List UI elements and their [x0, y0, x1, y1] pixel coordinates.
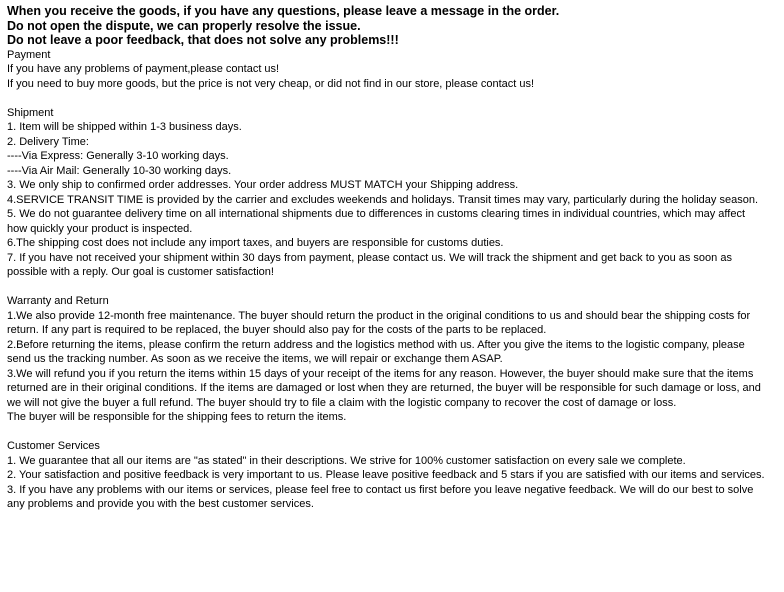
payment-line: If you need to buy more goods, but the price is not very cheap, or did not find in our store, please contact us! [7, 77, 535, 90]
payment-section [7, 48, 767, 92]
warranty-line: 2.Before returning the items, please confirm the return address and the logistics method with us. After you give the items to the logistic company, please send us the tracking number. As soon as we receive the items, we will repair or exchange them ASAP. [7, 338, 745, 365]
notice-line: Do not leave a poor feedback, that does not solve any problems!!! [7, 33, 399, 47]
shipment-line: 1. Item will be shipped within 1-3 business days. [7, 121, 242, 133]
spacer [7, 91, 767, 106]
warranty-line: 1.We also provide 12-month free maintenance. The buyer should return the product in the original conditions to us and should bear the shipping costs for return. If any part is required to be replaced, the buyer should also pay for the costs of the parts to be replaced. [7, 309, 751, 336]
notice-line: Do not open the dispute, we can properly resolve the issue. [7, 18, 361, 33]
store-policy-document [7, 4, 767, 512]
warranty-line: 3.We will refund you if you return the items within 15 days of your receipt of the items for any reason. However, the buyer should make sure that the items returned are in their original conditions. If the items are damaged or lost when they are returned, the buyer will be responsible for such damage or loss, and we will not give the buyer a full refund. The buyer should try to file a claim with the logistic company to recover the cost of damage or loss. [7, 367, 761, 409]
shipment-line: 4.SERVICE TRANSIT TIME is provided by the carrier and excludes weekends and holidays. Transit times may vary, particularly during the holiday season. [7, 193, 758, 206]
shipment-section [7, 106, 767, 280]
shipment-line: 6.The shipping cost does not include any import taxes, and buyers are responsible for customs duties. [7, 237, 504, 249]
spacer [7, 280, 767, 295]
shipment-line: ----Via Air Mail: Generally 10-30 working days. [7, 164, 232, 177]
spacer [7, 425, 767, 440]
payment-line: If you have any problems of payment,please contact us! [7, 63, 280, 75]
customer-services-line: 2. Your satisfaction and positive feedback is very important to us. Please leave positive feedback and 5 stars if you are satisfied with our items and services. [7, 469, 765, 481]
shipment-heading: Shipment [7, 106, 54, 119]
customer-services-line: 3. If you have any problems with our items or services, please feel free to contact us first before you leave negative feedback. We will do our best to solve any problems and provide you with the best customer services. [7, 483, 754, 510]
shipment-line: 7. If you have not received your shipment within 30 days from payment, please contact us. We will track the shipment and get back to you as soon as possible with a reply. Our goal is customer satisfaction! [7, 251, 732, 278]
shipment-line: 2. Delivery Time: [7, 135, 89, 148]
shipment-line: 5. We do not guarantee delivery time on all international shipments due to differences in customs clearing times in individual countries, which may affect how quickly your product is inspected. [7, 208, 746, 235]
customer-services-heading: Customer Services [7, 440, 100, 452]
shipment-line: ----Via Express: Generally 3-10 working days. [7, 150, 229, 162]
warranty-section [7, 294, 767, 425]
customer-services-line: 1. We guarantee that all our items are "as stated" in their descriptions. We strive for 100% customer satisfaction on every sale we complete. [7, 454, 686, 467]
payment-heading: Payment [7, 48, 51, 61]
customer-services-section [7, 439, 767, 512]
notice-line: When you receive the goods, if you have any questions, please leave a message in the order. [7, 4, 560, 18]
notice-section [7, 4, 767, 48]
warranty-heading: Warranty and Return [7, 295, 109, 307]
warranty-line: The buyer will be responsible for the shipping fees to return the items. [7, 411, 347, 423]
shipment-line: 3. We only ship to confirmed order addresses. Your order address MUST MATCH your Shipping address. [7, 179, 519, 191]
